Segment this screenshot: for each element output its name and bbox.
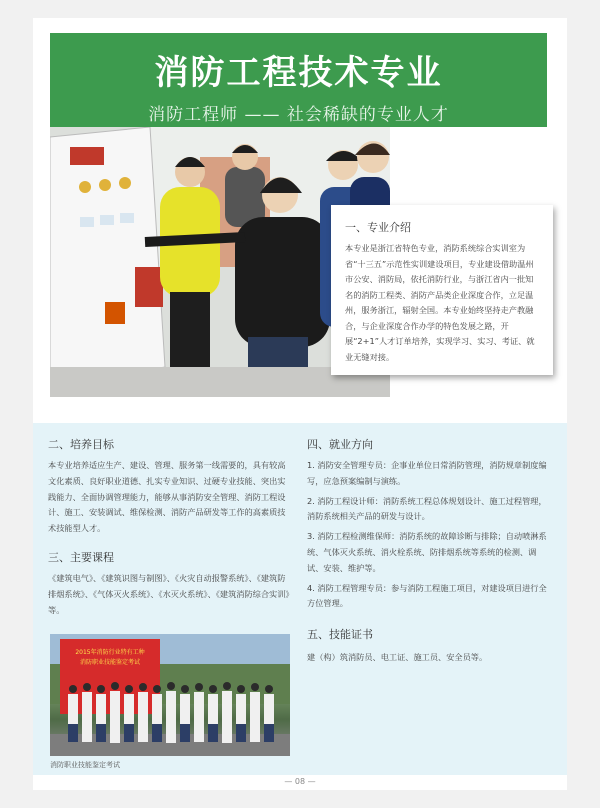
training-heading: 二、培养目标 — [48, 438, 114, 451]
page-title: 消防工程技术专业 — [154, 53, 443, 93]
banner-sign-line-1: 2015年消防行业特有工种 — [75, 649, 145, 656]
left-column — [48, 436, 291, 618]
right-column — [307, 436, 551, 666]
employment-item: 4. 消防工程管理专员：参与消防工程施工项目，对建设项目进行全方位管理。 — [307, 582, 547, 609]
page-number-value: 08 — [294, 777, 306, 786]
title-banner — [50, 33, 547, 127]
courses-text: 《建筑电气》、《建筑识图与制图》、《火灾自动报警系统》、《建筑防排烟系统》、《气体灭火系统》、《水灭火系统》、《建筑消防综合实训》等。 — [48, 572, 290, 615]
page-number: — 08 — — [284, 777, 316, 786]
employment-heading: 四、就业方向 — [307, 438, 373, 451]
intro-heading: 一、专业介绍 — [345, 221, 411, 234]
training-text: 本专业培养适应生产、建设、管理、服务第一线需要的，具有较高文化素质、良好职业道德、扎实专业知识、过硬专业技能、突出实践能力、全面协调管理能力，能够从事消防安全管理、消防工程设计、施工、安装调试、维保检测、消防产品研发等工作的高素质技术技能型人才。 — [48, 460, 286, 534]
page-subtitle: 消防工程师 —— 社会稀缺的专业人才 — [148, 105, 449, 125]
certificates-heading: 五、技能证书 — [307, 628, 373, 642]
courses-heading: 三、主要课程 — [48, 550, 114, 564]
employment-item: 1. 消防安全管理专员：企事业单位日常消防管理，消防规章制度编写，应急预案编制与演练。 — [307, 460, 547, 486]
banner-sign-line-2: 消防职业技能鉴定考试 — [79, 659, 141, 666]
intro-text: 本专业是浙江省特色专业，消防系统综合实训室为省“十三五”示范性实训建设项目，专业建设借助温州市公安、消防局，依托消防行业，与浙江省内一批知名的消防工程类、消防产品类企业深度合作，立足温州，服务浙江，辐射全国。本专业始终坚持走产教融合，与企业深度合作办学的特色发展之路，开展“2+1”人才订单培养，实现学习、实习、考证、就业无缝对接。 — [345, 243, 535, 362]
intro-card — [331, 205, 553, 375]
certificates-text: 建（构）筑消防员、电工证、施工员、安全员等。 — [307, 652, 488, 663]
group-photo-illustration — [50, 634, 290, 756]
employment-item: 3. 消防工程检测维保师：消防系统的故障诊断与排除；自动喷淋系统、气体灭火系统、消火栓系统、防排烟系统等系统的检测、调试、安装、维护等。 — [307, 531, 547, 573]
photo-caption: 消防职业技能鉴定考试 — [50, 761, 120, 769]
employment-item: 2. 消防工程设计师：消防系统工程总体规划设计、施工过程管理，消防系统相关产品的研发与设计。 — [307, 495, 547, 522]
group-photo — [50, 634, 290, 756]
